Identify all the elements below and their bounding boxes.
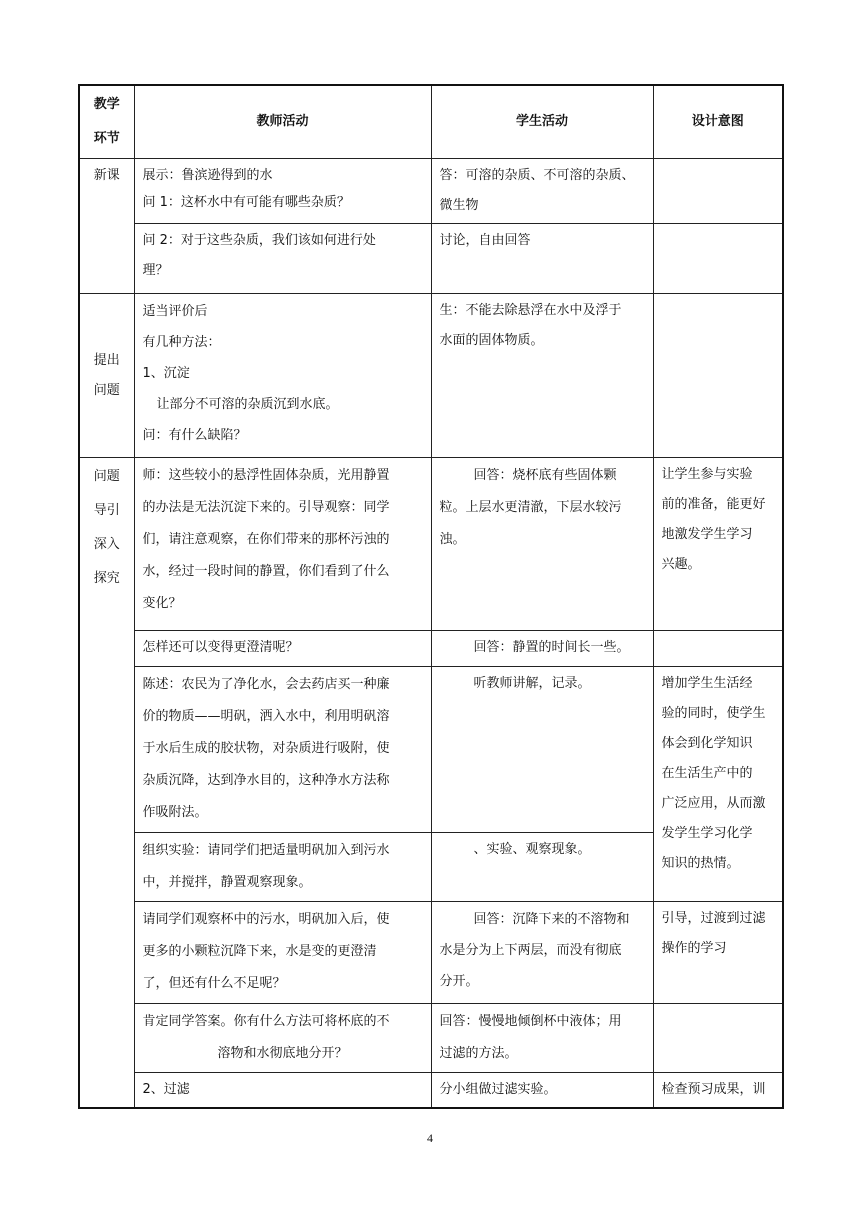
teacher-cell: 陈述：农民为了净化水，会去药店买一种廉 价的物质——明矾，洒入水中，利用明矾溶 于水后生成的胶状物，对杂质进行吸附，使 杂质沉降，达到净水目的，这种净水方法称 作吸附法。 — [134, 667, 431, 833]
table-row — [79, 458, 783, 631]
intent-cell: 检查预习成果，训 — [653, 1073, 783, 1109]
stage-cell: 问题 导引 深入 探究 — [79, 458, 134, 1109]
table-row — [79, 1073, 783, 1109]
student-cell: 回答：沉降下来的不溶物和 水是分为上下两层，而没有彻底 分开。 — [431, 902, 653, 1004]
student-cell: 答：可溶的杂质、不可溶的杂质、 微生物 — [431, 159, 653, 224]
intent-cell: 引导，过渡到过滤 操作的学习 — [653, 902, 783, 1004]
teacher-cell: 请同学们观察杯中的污水，明矾加入后，使 更多的小颗粒沉降下来，水是变的更澄清 了，但还有什么不足呢？ — [134, 902, 431, 1004]
page-number: 4 — [427, 1131, 433, 1145]
header-teacher-activity: 教师活动 — [134, 85, 431, 159]
lesson-plan-table — [78, 84, 784, 1109]
table-row — [79, 159, 783, 224]
student-cell: 回答：慢慢地倾倒杯中液体；用 过滤的方法。 — [431, 1004, 653, 1073]
header-row — [79, 85, 783, 159]
teacher-cell: 师：这些较小的悬浮性固体杂质，光用静置 的办法是无法沉淀下来的。引导观察：同学 们，请注意观察，在你们带来的那杯污浊的 水，经过一段时间的静置，你们看到了什么 变化？ — [134, 458, 431, 631]
intent-cell — [653, 631, 783, 667]
table-row — [79, 667, 783, 833]
teacher-cell: 展示：鲁滨逊得到的水 问 1：这杯水中有可能有哪些杂质？ — [134, 159, 431, 224]
table-row — [79, 224, 783, 294]
intent-cell — [653, 1004, 783, 1073]
table-row — [79, 902, 783, 1004]
header-stage: 教学 环节 — [79, 85, 134, 159]
teacher-cell: 问 2：对于这些杂质，我们该如何进行处 理？ — [134, 224, 431, 294]
stage-cell: 新课 — [79, 159, 134, 294]
student-cell: 听教师讲解，记录。 — [431, 667, 653, 833]
intent-cell: 增加学生生活经 验的同时，使学生 体会到化学知识 在生活生产中的 广泛应用，从而激 发学生学习化学 知识的热情。 — [653, 667, 783, 902]
teacher-cell: 2、过滤 — [134, 1073, 431, 1109]
student-cell: 生：不能去除悬浮在水中及浮于 水面的固体物质。 — [431, 294, 653, 458]
table-row — [79, 1004, 783, 1073]
intent-cell — [653, 159, 783, 224]
teacher-cell: 适当评价后 有几种方法： 1、沉淀 让部分不可溶的杂质沉到水底。 问：有什么缺陷？ — [134, 294, 431, 458]
table-row — [79, 631, 783, 667]
student-cell: 回答：静置的时间长一些。 — [431, 631, 653, 667]
student-cell: 讨论，自由回答 — [431, 224, 653, 294]
teacher-cell: 肯定同学答案。你有什么方法可将杯底的不 溶物和水彻底地分开？ — [134, 1004, 431, 1073]
header-student-activity: 学生活动 — [431, 85, 653, 159]
student-cell: 回答：烧杯底有些固体颗 粒。上层水更清澈，下层水较污 浊。 — [431, 458, 653, 631]
intent-cell — [653, 224, 783, 294]
stage-cell: 提出 问题 — [79, 294, 134, 458]
intent-cell: 让学生参与实验 前的准备，能更好 地激发学生学习 兴趣。 — [653, 458, 783, 631]
teacher-cell: 组织实验：请同学们把适量明矾加入到污水 中，并搅拌，静置观察现象。 — [134, 833, 431, 902]
header-design-intent: 设计意图 — [653, 85, 783, 159]
table-row — [79, 294, 783, 458]
student-cell: 分小组做过滤实验。 — [431, 1073, 653, 1109]
intent-cell — [653, 294, 783, 458]
student-cell: 、实验、观察现象。 — [431, 833, 653, 902]
teacher-cell: 怎样还可以变得更澄清呢？ — [134, 631, 431, 667]
